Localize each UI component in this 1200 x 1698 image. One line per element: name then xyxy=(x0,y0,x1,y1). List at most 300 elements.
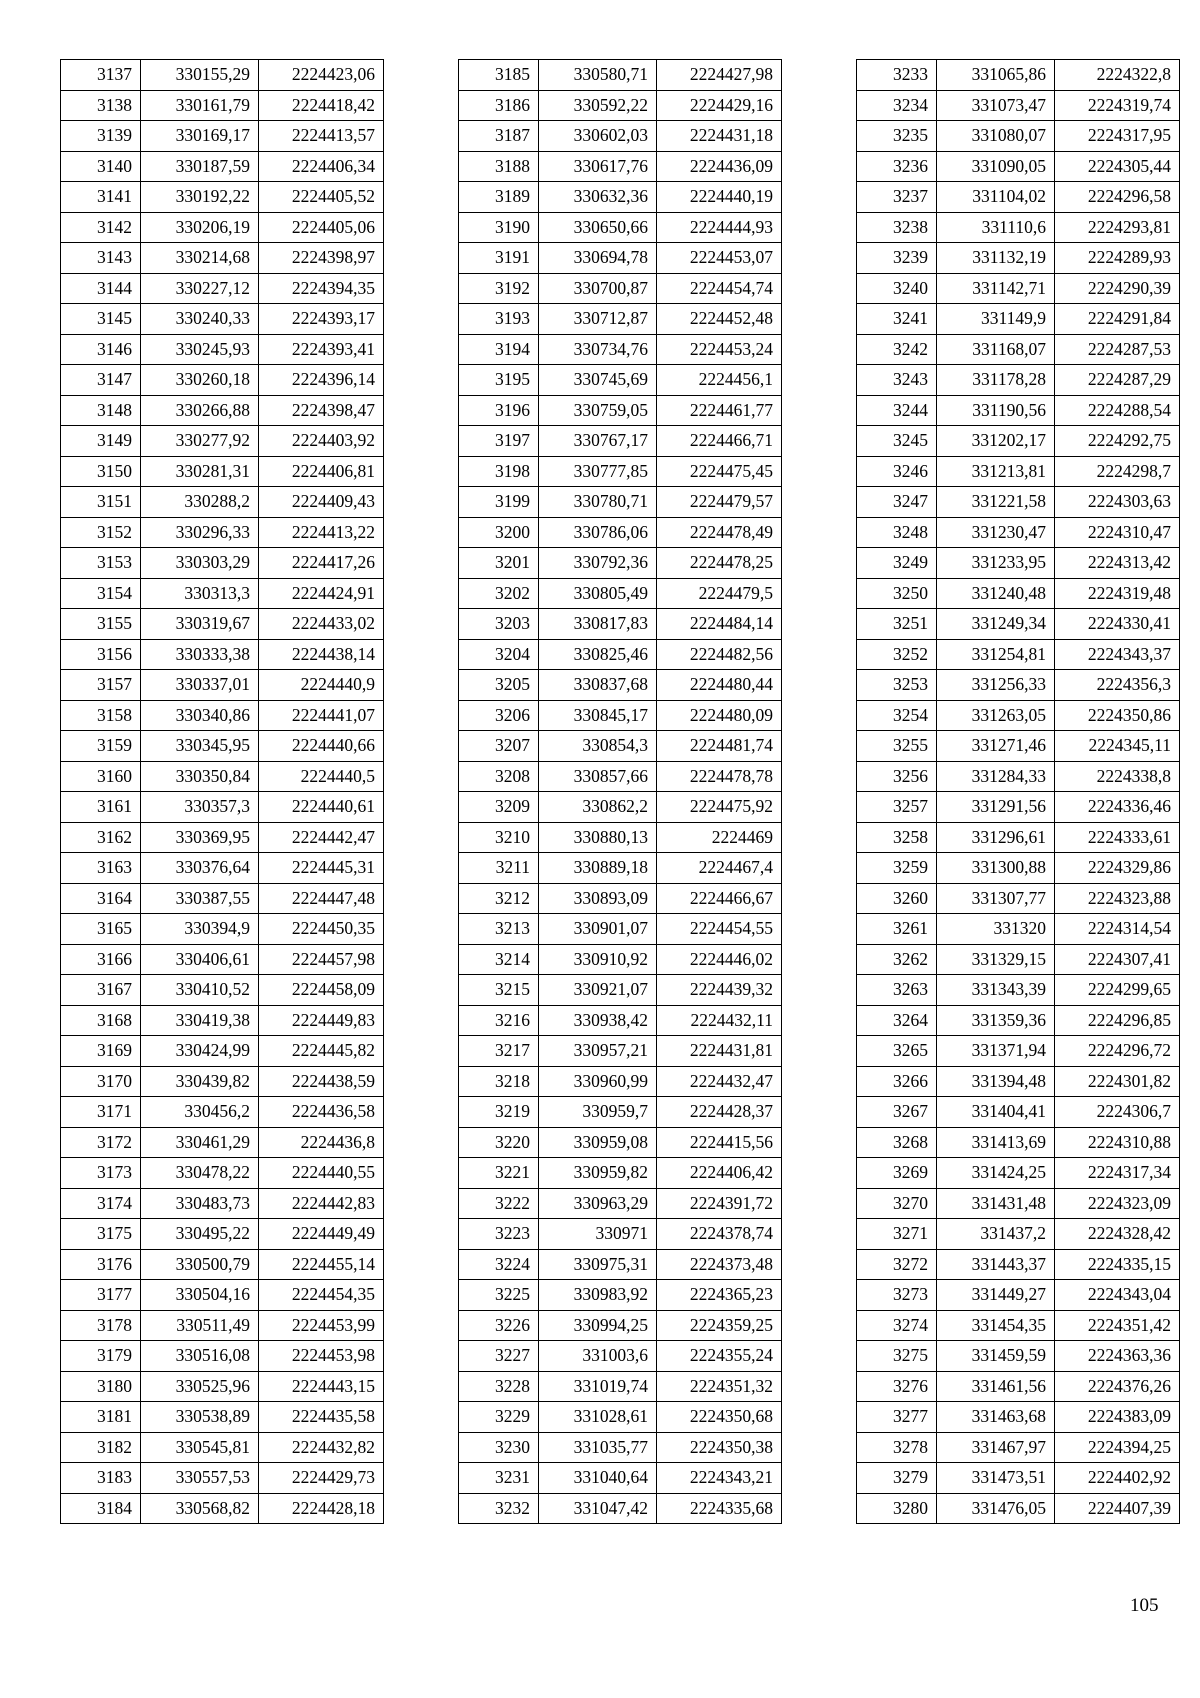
x-coordinate-cell: 330538,89 xyxy=(141,1402,259,1433)
table-row xyxy=(61,426,384,457)
table-row xyxy=(459,426,782,457)
table-row xyxy=(61,151,384,182)
y-coordinate-cell: 2224373,48 xyxy=(657,1249,782,1280)
x-coordinate-cell: 330516,08 xyxy=(141,1341,259,1372)
point-number-cell: 3141 xyxy=(61,182,141,213)
point-number-cell: 3215 xyxy=(459,975,539,1006)
coordinate-table-3 xyxy=(856,59,1180,1524)
y-coordinate-cell: 2224343,37 xyxy=(1055,639,1180,670)
y-coordinate-cell: 2224466,71 xyxy=(657,426,782,457)
y-coordinate-cell: 2224396,14 xyxy=(259,365,384,396)
table-row xyxy=(857,365,1180,396)
point-number-cell: 3191 xyxy=(459,243,539,274)
x-coordinate-cell: 330837,68 xyxy=(539,670,657,701)
point-number-cell: 3175 xyxy=(61,1219,141,1250)
x-coordinate-cell: 330780,71 xyxy=(539,487,657,518)
point-number-cell: 3224 xyxy=(459,1249,539,1280)
table-row xyxy=(857,731,1180,762)
x-coordinate-cell: 330495,22 xyxy=(141,1219,259,1250)
x-coordinate-cell: 330845,17 xyxy=(539,700,657,731)
point-number-cell: 3227 xyxy=(459,1341,539,1372)
point-number-cell: 3195 xyxy=(459,365,539,396)
table-row xyxy=(459,1371,782,1402)
x-coordinate-cell: 330456,2 xyxy=(141,1097,259,1128)
x-coordinate-cell: 330319,67 xyxy=(141,609,259,640)
x-coordinate-cell: 331073,47 xyxy=(937,90,1055,121)
table-row xyxy=(61,487,384,518)
table-row xyxy=(61,182,384,213)
table-row xyxy=(459,1005,782,1036)
table-row xyxy=(459,1310,782,1341)
table-row xyxy=(459,121,782,152)
table-row xyxy=(857,273,1180,304)
point-number-cell: 3217 xyxy=(459,1036,539,1067)
x-coordinate-cell: 331359,36 xyxy=(937,1005,1055,1036)
x-coordinate-cell: 330394,9 xyxy=(141,914,259,945)
x-coordinate-cell: 330345,95 xyxy=(141,731,259,762)
y-coordinate-cell: 2224287,29 xyxy=(1055,365,1180,396)
x-coordinate-cell: 331035,77 xyxy=(539,1432,657,1463)
point-number-cell: 3213 xyxy=(459,914,539,945)
point-number-cell: 3179 xyxy=(61,1341,141,1372)
table-row xyxy=(459,1493,782,1524)
y-coordinate-cell: 2224436,58 xyxy=(259,1097,384,1128)
x-coordinate-cell: 331240,48 xyxy=(937,578,1055,609)
x-coordinate-cell: 331190,56 xyxy=(937,395,1055,426)
x-coordinate-cell: 331249,34 xyxy=(937,609,1055,640)
table-row xyxy=(61,1158,384,1189)
table-row xyxy=(459,914,782,945)
y-coordinate-cell: 2224405,52 xyxy=(259,182,384,213)
point-number-cell: 3211 xyxy=(459,853,539,884)
x-coordinate-cell: 331467,97 xyxy=(937,1432,1055,1463)
y-coordinate-cell: 2224299,65 xyxy=(1055,975,1180,1006)
table-row xyxy=(61,517,384,548)
table-row xyxy=(857,1005,1180,1036)
page-number: 105 xyxy=(1130,1595,1159,1616)
table-row xyxy=(459,853,782,884)
point-number-cell: 3234 xyxy=(857,90,937,121)
point-number-cell: 3190 xyxy=(459,212,539,243)
x-coordinate-cell: 331178,28 xyxy=(937,365,1055,396)
y-coordinate-cell: 2224482,56 xyxy=(657,639,782,670)
table-row xyxy=(61,1493,384,1524)
point-number-cell: 3192 xyxy=(459,273,539,304)
point-number-cell: 3255 xyxy=(857,731,937,762)
x-coordinate-cell: 331296,61 xyxy=(937,822,1055,853)
point-number-cell: 3155 xyxy=(61,609,141,640)
x-coordinate-cell: 330825,46 xyxy=(539,639,657,670)
y-coordinate-cell: 2224335,68 xyxy=(657,1493,782,1524)
table-row xyxy=(61,1036,384,1067)
point-number-cell: 3165 xyxy=(61,914,141,945)
y-coordinate-cell: 2224322,8 xyxy=(1055,60,1180,91)
table-body xyxy=(61,60,384,1524)
table-row xyxy=(61,731,384,762)
table-row xyxy=(857,334,1180,365)
table-row xyxy=(857,1127,1180,1158)
point-number-cell: 3225 xyxy=(459,1280,539,1311)
table-row xyxy=(857,212,1180,243)
y-coordinate-cell: 2224350,38 xyxy=(657,1432,782,1463)
y-coordinate-cell: 2224440,5 xyxy=(259,761,384,792)
point-number-cell: 3241 xyxy=(857,304,937,335)
x-coordinate-cell: 330854,3 xyxy=(539,731,657,762)
table-row xyxy=(61,639,384,670)
table-row xyxy=(459,1402,782,1433)
x-coordinate-cell: 330511,49 xyxy=(141,1310,259,1341)
table-row xyxy=(459,90,782,121)
point-number-cell: 3208 xyxy=(459,761,539,792)
y-coordinate-cell: 2224429,16 xyxy=(657,90,782,121)
point-number-cell: 3154 xyxy=(61,578,141,609)
x-coordinate-cell: 330910,92 xyxy=(539,944,657,975)
y-coordinate-cell: 2224417,26 xyxy=(259,548,384,579)
y-coordinate-cell: 2224432,82 xyxy=(259,1432,384,1463)
table-row xyxy=(61,914,384,945)
table-row xyxy=(459,1341,782,1372)
y-coordinate-cell: 2224292,75 xyxy=(1055,426,1180,457)
x-coordinate-cell: 330303,29 xyxy=(141,548,259,579)
table-row xyxy=(857,456,1180,487)
y-coordinate-cell: 2224452,48 xyxy=(657,304,782,335)
x-coordinate-cell: 330880,13 xyxy=(539,822,657,853)
y-coordinate-cell: 2224351,32 xyxy=(657,1371,782,1402)
table-row xyxy=(459,1127,782,1158)
x-coordinate-cell: 330632,36 xyxy=(539,182,657,213)
table-body xyxy=(459,60,782,1524)
point-number-cell: 3231 xyxy=(459,1463,539,1494)
point-number-cell: 3268 xyxy=(857,1127,937,1158)
table-row xyxy=(857,182,1180,213)
point-number-cell: 3264 xyxy=(857,1005,937,1036)
point-number-cell: 3161 xyxy=(61,792,141,823)
y-coordinate-cell: 2224447,48 xyxy=(259,883,384,914)
x-coordinate-cell: 330333,38 xyxy=(141,639,259,670)
point-number-cell: 3267 xyxy=(857,1097,937,1128)
table-row xyxy=(459,792,782,823)
y-coordinate-cell: 2224428,37 xyxy=(657,1097,782,1128)
x-coordinate-cell: 330376,64 xyxy=(141,853,259,884)
point-number-cell: 3256 xyxy=(857,761,937,792)
point-number-cell: 3229 xyxy=(459,1402,539,1433)
y-coordinate-cell: 2224484,14 xyxy=(657,609,782,640)
point-number-cell: 3243 xyxy=(857,365,937,396)
point-number-cell: 3226 xyxy=(459,1310,539,1341)
y-coordinate-cell: 2224469 xyxy=(657,822,782,853)
y-coordinate-cell: 2224441,07 xyxy=(259,700,384,731)
point-number-cell: 3160 xyxy=(61,761,141,792)
x-coordinate-cell: 330214,68 xyxy=(141,243,259,274)
table-row xyxy=(857,90,1180,121)
table-row xyxy=(459,60,782,91)
point-number-cell: 3270 xyxy=(857,1188,937,1219)
point-number-cell: 3158 xyxy=(61,700,141,731)
y-coordinate-cell: 2224454,74 xyxy=(657,273,782,304)
point-number-cell: 3263 xyxy=(857,975,937,1006)
y-coordinate-cell: 2224329,86 xyxy=(1055,853,1180,884)
y-coordinate-cell: 2224328,42 xyxy=(1055,1219,1180,1250)
table-row xyxy=(459,548,782,579)
y-coordinate-cell: 2224439,32 xyxy=(657,975,782,1006)
table-row xyxy=(61,700,384,731)
table-row xyxy=(61,1341,384,1372)
point-number-cell: 3153 xyxy=(61,548,141,579)
point-number-cell: 3257 xyxy=(857,792,937,823)
x-coordinate-cell: 330227,12 xyxy=(141,273,259,304)
point-number-cell: 3166 xyxy=(61,944,141,975)
point-number-cell: 3233 xyxy=(857,60,937,91)
table-row xyxy=(857,1249,1180,1280)
point-number-cell: 3151 xyxy=(61,487,141,518)
x-coordinate-cell: 330313,3 xyxy=(141,578,259,609)
table-row xyxy=(61,90,384,121)
x-coordinate-cell: 331256,33 xyxy=(937,670,1055,701)
y-coordinate-cell: 2224424,91 xyxy=(259,578,384,609)
point-number-cell: 3236 xyxy=(857,151,937,182)
x-coordinate-cell: 330975,31 xyxy=(539,1249,657,1280)
point-number-cell: 3265 xyxy=(857,1036,937,1067)
table-row xyxy=(459,334,782,365)
table-row xyxy=(61,60,384,91)
table-row xyxy=(61,121,384,152)
table-row xyxy=(61,304,384,335)
table-row xyxy=(857,1097,1180,1128)
y-coordinate-cell: 2224438,59 xyxy=(259,1066,384,1097)
point-number-cell: 3173 xyxy=(61,1158,141,1189)
point-number-cell: 3200 xyxy=(459,517,539,548)
point-number-cell: 3262 xyxy=(857,944,937,975)
x-coordinate-cell: 330192,22 xyxy=(141,182,259,213)
y-coordinate-cell: 2224446,02 xyxy=(657,944,782,975)
table-row xyxy=(61,883,384,914)
point-number-cell: 3198 xyxy=(459,456,539,487)
table-row xyxy=(61,1310,384,1341)
table-row xyxy=(857,243,1180,274)
x-coordinate-cell: 331371,94 xyxy=(937,1036,1055,1067)
table-row xyxy=(459,1097,782,1128)
table-row xyxy=(61,456,384,487)
table-row xyxy=(857,609,1180,640)
point-number-cell: 3142 xyxy=(61,212,141,243)
point-number-cell: 3201 xyxy=(459,548,539,579)
table-row xyxy=(61,609,384,640)
point-number-cell: 3172 xyxy=(61,1127,141,1158)
table-row xyxy=(61,792,384,823)
x-coordinate-cell: 331343,39 xyxy=(937,975,1055,1006)
point-number-cell: 3249 xyxy=(857,548,937,579)
y-coordinate-cell: 2224376,26 xyxy=(1055,1371,1180,1402)
point-number-cell: 3240 xyxy=(857,273,937,304)
x-coordinate-cell: 331168,07 xyxy=(937,334,1055,365)
x-coordinate-cell: 330893,09 xyxy=(539,883,657,914)
point-number-cell: 3212 xyxy=(459,883,539,914)
y-coordinate-cell: 2224413,22 xyxy=(259,517,384,548)
x-coordinate-cell: 331090,05 xyxy=(937,151,1055,182)
point-number-cell: 3186 xyxy=(459,90,539,121)
table-row xyxy=(459,456,782,487)
y-coordinate-cell: 2224313,42 xyxy=(1055,548,1180,579)
point-number-cell: 3250 xyxy=(857,578,937,609)
table-row xyxy=(459,365,782,396)
table-row xyxy=(857,1280,1180,1311)
y-coordinate-cell: 2224481,74 xyxy=(657,731,782,762)
x-coordinate-cell: 330568,82 xyxy=(141,1493,259,1524)
point-number-cell: 3182 xyxy=(61,1432,141,1463)
point-number-cell: 3260 xyxy=(857,883,937,914)
x-coordinate-cell: 330712,87 xyxy=(539,304,657,335)
table-row xyxy=(857,944,1180,975)
x-coordinate-cell: 331271,46 xyxy=(937,731,1055,762)
point-number-cell: 3254 xyxy=(857,700,937,731)
table-row xyxy=(857,121,1180,152)
point-number-cell: 3187 xyxy=(459,121,539,152)
table-row xyxy=(61,670,384,701)
x-coordinate-cell: 330281,31 xyxy=(141,456,259,487)
y-coordinate-cell: 2224307,41 xyxy=(1055,944,1180,975)
x-coordinate-cell: 331454,35 xyxy=(937,1310,1055,1341)
x-coordinate-cell: 330889,18 xyxy=(539,853,657,884)
x-coordinate-cell: 331300,88 xyxy=(937,853,1055,884)
point-number-cell: 3174 xyxy=(61,1188,141,1219)
y-coordinate-cell: 2224440,55 xyxy=(259,1158,384,1189)
x-coordinate-cell: 331476,05 xyxy=(937,1493,1055,1524)
x-coordinate-cell: 330777,85 xyxy=(539,456,657,487)
y-coordinate-cell: 2224461,77 xyxy=(657,395,782,426)
y-coordinate-cell: 2224427,98 xyxy=(657,60,782,91)
table-row xyxy=(61,273,384,304)
x-coordinate-cell: 331104,02 xyxy=(937,182,1055,213)
y-coordinate-cell: 2224478,49 xyxy=(657,517,782,548)
point-number-cell: 3184 xyxy=(61,1493,141,1524)
point-number-cell: 3244 xyxy=(857,395,937,426)
y-coordinate-cell: 2224351,42 xyxy=(1055,1310,1180,1341)
x-coordinate-cell: 330734,76 xyxy=(539,334,657,365)
y-coordinate-cell: 2224442,83 xyxy=(259,1188,384,1219)
y-coordinate-cell: 2224453,07 xyxy=(657,243,782,274)
table-row xyxy=(857,304,1180,335)
table-row xyxy=(61,761,384,792)
point-number-cell: 3230 xyxy=(459,1432,539,1463)
table-row xyxy=(857,822,1180,853)
point-number-cell: 3163 xyxy=(61,853,141,884)
y-coordinate-cell: 2224406,34 xyxy=(259,151,384,182)
x-coordinate-cell: 330901,07 xyxy=(539,914,657,945)
x-coordinate-cell: 330650,66 xyxy=(539,212,657,243)
y-coordinate-cell: 2224288,54 xyxy=(1055,395,1180,426)
y-coordinate-cell: 2224454,35 xyxy=(259,1280,384,1311)
table-row xyxy=(61,1005,384,1036)
point-number-cell: 3171 xyxy=(61,1097,141,1128)
x-coordinate-cell: 330862,2 xyxy=(539,792,657,823)
point-number-cell: 3178 xyxy=(61,1310,141,1341)
point-number-cell: 3237 xyxy=(857,182,937,213)
y-coordinate-cell: 2224290,39 xyxy=(1055,273,1180,304)
coordinate-table-2 xyxy=(458,59,782,1524)
table-row xyxy=(61,1402,384,1433)
y-coordinate-cell: 2224378,74 xyxy=(657,1219,782,1250)
y-coordinate-cell: 2224450,35 xyxy=(259,914,384,945)
x-coordinate-cell: 331233,95 xyxy=(937,548,1055,579)
x-coordinate-cell: 331307,77 xyxy=(937,883,1055,914)
table-row xyxy=(61,334,384,365)
x-coordinate-cell: 330260,18 xyxy=(141,365,259,396)
x-coordinate-cell: 331473,51 xyxy=(937,1463,1055,1494)
table-row xyxy=(857,883,1180,914)
table-row xyxy=(61,1097,384,1128)
point-number-cell: 3181 xyxy=(61,1402,141,1433)
point-number-cell: 3157 xyxy=(61,670,141,701)
x-coordinate-cell: 330296,33 xyxy=(141,517,259,548)
x-coordinate-cell: 331449,27 xyxy=(937,1280,1055,1311)
point-number-cell: 3144 xyxy=(61,273,141,304)
table-row xyxy=(857,792,1180,823)
table-row xyxy=(459,273,782,304)
y-coordinate-cell: 2224449,83 xyxy=(259,1005,384,1036)
y-coordinate-cell: 2224317,34 xyxy=(1055,1158,1180,1189)
table-row xyxy=(857,853,1180,884)
y-coordinate-cell: 2224393,41 xyxy=(259,334,384,365)
x-coordinate-cell: 330857,66 xyxy=(539,761,657,792)
point-number-cell: 3199 xyxy=(459,487,539,518)
y-coordinate-cell: 2224467,4 xyxy=(657,853,782,884)
table-row xyxy=(61,365,384,396)
y-coordinate-cell: 2224343,04 xyxy=(1055,1280,1180,1311)
table-row xyxy=(459,487,782,518)
table-row xyxy=(61,578,384,609)
x-coordinate-cell: 330483,73 xyxy=(141,1188,259,1219)
table-row xyxy=(459,1219,782,1250)
table-row xyxy=(857,975,1180,1006)
y-coordinate-cell: 2224310,47 xyxy=(1055,517,1180,548)
table-row xyxy=(459,1432,782,1463)
table-row xyxy=(857,151,1180,182)
x-coordinate-cell: 331461,56 xyxy=(937,1371,1055,1402)
point-number-cell: 3238 xyxy=(857,212,937,243)
x-coordinate-cell: 331254,81 xyxy=(937,639,1055,670)
table-row xyxy=(459,578,782,609)
point-number-cell: 3246 xyxy=(857,456,937,487)
table-row xyxy=(459,1249,782,1280)
y-coordinate-cell: 2224345,11 xyxy=(1055,731,1180,762)
y-coordinate-cell: 2224393,17 xyxy=(259,304,384,335)
table-row xyxy=(61,1371,384,1402)
table-row xyxy=(857,700,1180,731)
table-row xyxy=(61,212,384,243)
x-coordinate-cell: 330240,33 xyxy=(141,304,259,335)
table-row xyxy=(61,1249,384,1280)
y-coordinate-cell: 2224323,09 xyxy=(1055,1188,1180,1219)
table-row xyxy=(459,761,782,792)
point-number-cell: 3180 xyxy=(61,1371,141,1402)
point-number-cell: 3210 xyxy=(459,822,539,853)
y-coordinate-cell: 2224445,82 xyxy=(259,1036,384,1067)
y-coordinate-cell: 2224323,88 xyxy=(1055,883,1180,914)
table-row xyxy=(459,304,782,335)
x-coordinate-cell: 331080,07 xyxy=(937,121,1055,152)
y-coordinate-cell: 2224440,19 xyxy=(657,182,782,213)
table-row xyxy=(857,548,1180,579)
y-coordinate-cell: 2224319,74 xyxy=(1055,90,1180,121)
x-coordinate-cell: 330478,22 xyxy=(141,1158,259,1189)
y-coordinate-cell: 2224359,25 xyxy=(657,1310,782,1341)
table-row xyxy=(61,395,384,426)
point-number-cell: 3139 xyxy=(61,121,141,152)
x-coordinate-cell: 331394,48 xyxy=(937,1066,1055,1097)
y-coordinate-cell: 2224406,42 xyxy=(657,1158,782,1189)
x-coordinate-cell: 330387,55 xyxy=(141,883,259,914)
table-row xyxy=(857,395,1180,426)
